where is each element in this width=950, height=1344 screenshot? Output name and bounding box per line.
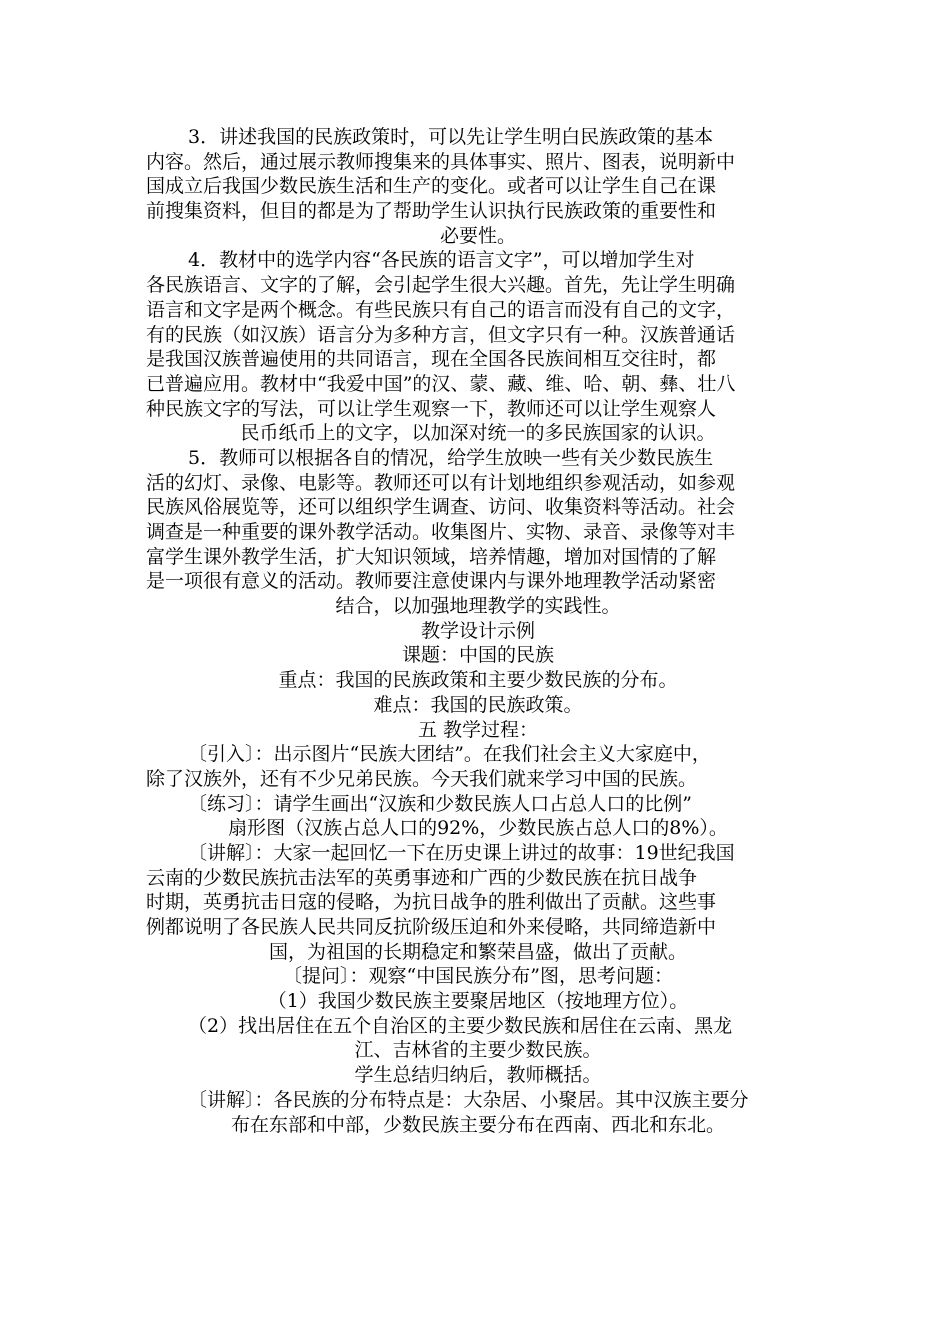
text-line: 例都说明了各民族人民共同反抗阶级压迫和外来侵略，共同缔造新中 (146, 916, 717, 938)
text-line: 3．讲述我国的民族政策时，可以先让学生明白民族政策的基本 (188, 126, 714, 148)
text-line: 江、吉林省的主要少数民族。 (354, 1039, 602, 1062)
text-line: 难点：我国的民族政策。 (373, 693, 583, 716)
text-line: 学生总结归纳后，教师概括。 (354, 1064, 602, 1087)
text-line: 语言和文字是两个概念。有些民族只有自己的语言而没有自己的文字， (146, 298, 736, 321)
text-line: 有的民族（如汉族）语言分为多种方言，但文字只有一种。汉族普通话 (146, 323, 736, 346)
text-line: 结合，以加强地理教学的实践性。 (335, 595, 621, 618)
text-line: 各民族语言、文字的了解，会引起学生很大兴趣。首先，先让学生明确 (146, 274, 736, 297)
text-line: 必要性。 (439, 224, 516, 247)
text-line: 是一项很有意义的活动。教师要注意使课内与课外地理教学活动紧密 (146, 570, 717, 593)
paragraph (146, 792, 810, 841)
text-line: 云南的少数民族抗击法军的英勇事迹和广西的少数民族在抗日战争 (146, 866, 698, 889)
text-line: 扇形图（汉族占总人口的92%，少数民族占总人口的8%）。 (228, 817, 728, 840)
document-body (146, 125, 810, 1137)
text-line: 〔引入〕：出示图片“民族大团结”。在我们社会主义大家庭中， (188, 743, 711, 766)
text-line: 活的幻灯、录像、电影等。教师还可以有计划地组织参观活动，如参观 (146, 471, 736, 494)
text-line: 重点：我国的民族政策和主要少数民族的分布。 (278, 669, 678, 692)
text-line: 〔讲解〕：大家一起回忆一下在历史课上讲过的故事：19世纪我国 (188, 841, 735, 864)
paragraph (146, 718, 810, 743)
text-line: 教学设计示例 (420, 619, 535, 642)
text-line: 布在东部和中部，少数民族主要分布在西南、西北和东北。 (230, 1113, 725, 1136)
text-line: （1）我国少数民族主要聚居地区（按地理方位）。 (267, 990, 689, 1013)
paragraph (146, 964, 810, 989)
text-line: （2）找出居住在五个自治区的主要少数民族和居住在云南、黑龙 (188, 1014, 733, 1037)
paragraph (146, 693, 810, 718)
document-page (146, 125, 810, 1137)
paragraph (146, 446, 810, 619)
paragraph (146, 742, 810, 791)
text-line: 国成立后我国少数民族生活和生产的变化。或者可以让学生自己在课 (146, 175, 717, 198)
paragraph (146, 643, 810, 668)
paragraph (146, 248, 810, 446)
text-line: 内容。然后，通过展示教师搜集来的具体事实、照片、图表，说明新中 (146, 150, 736, 173)
text-line: 4．教材中的选学内容“各民族的语言文字”，可以增加学生对 (188, 249, 695, 272)
text-line: 是我国汉族普遍使用的共同语言，现在全国各民族间相互交往时，都 (146, 348, 717, 371)
text-line: 已普遍应用。教材中“我爱中国”的汉、蒙、藏、维、哈、朝、彝、壮八 (146, 372, 736, 395)
paragraph (146, 841, 810, 964)
text-line: 〔讲解〕：各民族的分布特点是：大杂居、小聚居。其中汉族主要分 (188, 1088, 749, 1111)
text-line: 〔提问〕：观察“中国民族分布”图，思考问题： (283, 965, 673, 988)
text-line: 调查是一种重要的课外教学活动。收集图片、实物、录音、录像等对丰 (146, 521, 736, 543)
text-line: 前搜集资料，但目的都是为了帮助学生认识执行民族政策的重要性和 (146, 200, 717, 223)
paragraph (146, 1088, 810, 1137)
text-line: 除了汉族外，还有不少兄弟民族。今天我们就来学习中国的民族。 (146, 767, 698, 790)
paragraph (146, 619, 810, 644)
text-line: 〔练习〕：请学生画出“汉族和少数民族人口占总人口的比例” (188, 792, 692, 815)
text-line: 五 教学过程： (417, 718, 539, 741)
paragraph (146, 1063, 810, 1088)
paragraph (146, 989, 810, 1014)
text-line: 种民族文字的写法，可以让学生观察一下，教师还可以让学生观察人 (146, 397, 717, 420)
text-line: 民族风俗展览等，还可以组织学生调查、访问、收集资料等活动。社会 (146, 496, 736, 519)
paragraph (146, 668, 810, 693)
text-line: 课题：中国的民族 (401, 644, 554, 667)
text-line: 5．教师可以根据各自的情况，给学生放映一些有关少数民族生 (188, 446, 714, 469)
paragraph (146, 125, 810, 248)
text-line: 富学生课外教学生活，扩大知识领域，培养情趣，增加对国情的了解 (146, 545, 717, 568)
paragraph (146, 1014, 810, 1063)
text-line: 时期，英勇抗击日寇的侵略，为抗日战争的胜利做出了贡献。这些事 (146, 891, 717, 914)
text-line: 民币纸币上的文字，以加深对统一的多民族国家的认识。 (240, 422, 716, 445)
text-line: 国，为祖国的长期稳定和繁荣昌盛，做出了贡献。 (268, 940, 687, 963)
